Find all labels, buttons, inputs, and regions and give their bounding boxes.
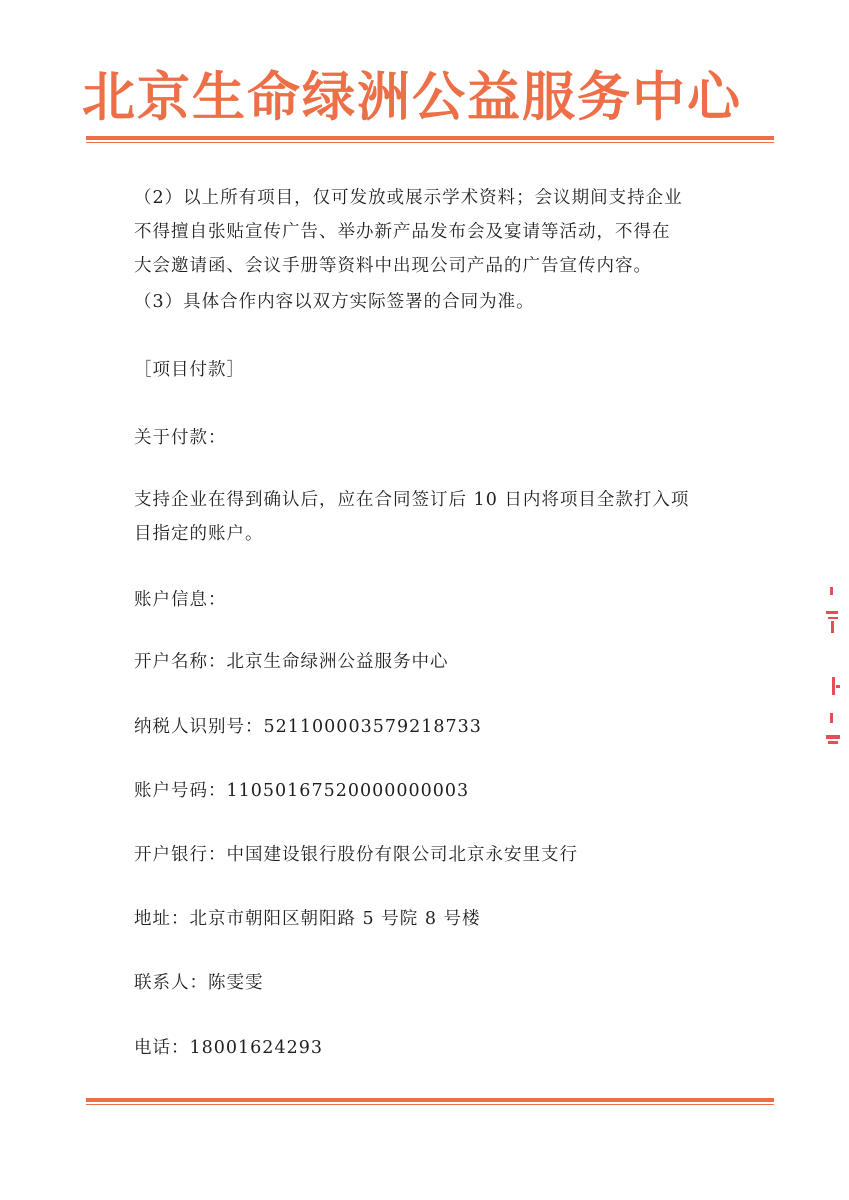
account-info-label: 账户信息： [134,590,227,610]
note-line-3: 大会邀请函、会议手册等资料中出现公司产品的广告宣传内容。 [134,256,652,276]
taxpayer-id: 纳税人识别号：521100003579218733 [134,717,482,737]
payment-instruction-line-1: 支持企业在得到确认后，应在合同签订后 10 日内将项目全款打入项 [134,490,690,510]
note-line-1: （2）以上所有项目，仅可发放或展示学术资料；会议期间支持企业 [134,188,683,208]
payment-instruction-line-2: 目指定的账户。 [134,524,264,544]
letterhead-top-rule [86,136,774,143]
phone-number: 电话：18001624293 [134,1038,323,1058]
payment-about-label: 关于付款： [134,428,227,448]
note-line-2: 不得擅自张贴宣传广告、举办新产品发布会及宴请等活动，不得在 [134,222,671,242]
account-name: 开户名称：北京生命绿洲公益服务中心 [134,652,449,672]
address: 地址：北京市朝阳区朝阳路 5 号院 8 号楼 [134,909,481,929]
letterhead-title: 北京生命绿洲公益服务中心 [82,67,742,128]
letterhead-bottom-rule [86,1098,774,1105]
contact-person: 联系人：陈雯雯 [134,973,264,993]
section-heading: ［项目付款］ [134,360,245,380]
bank-name: 开户银行：中国建设银行股份有限公司北京永安里支行 [134,845,578,865]
note-line-4: （3）具体合作内容以双方实际签署的合同为准。 [134,292,535,312]
account-number: 账户号码：11050167520000000003 [134,781,470,801]
partial-seal-stamp [822,585,844,755]
